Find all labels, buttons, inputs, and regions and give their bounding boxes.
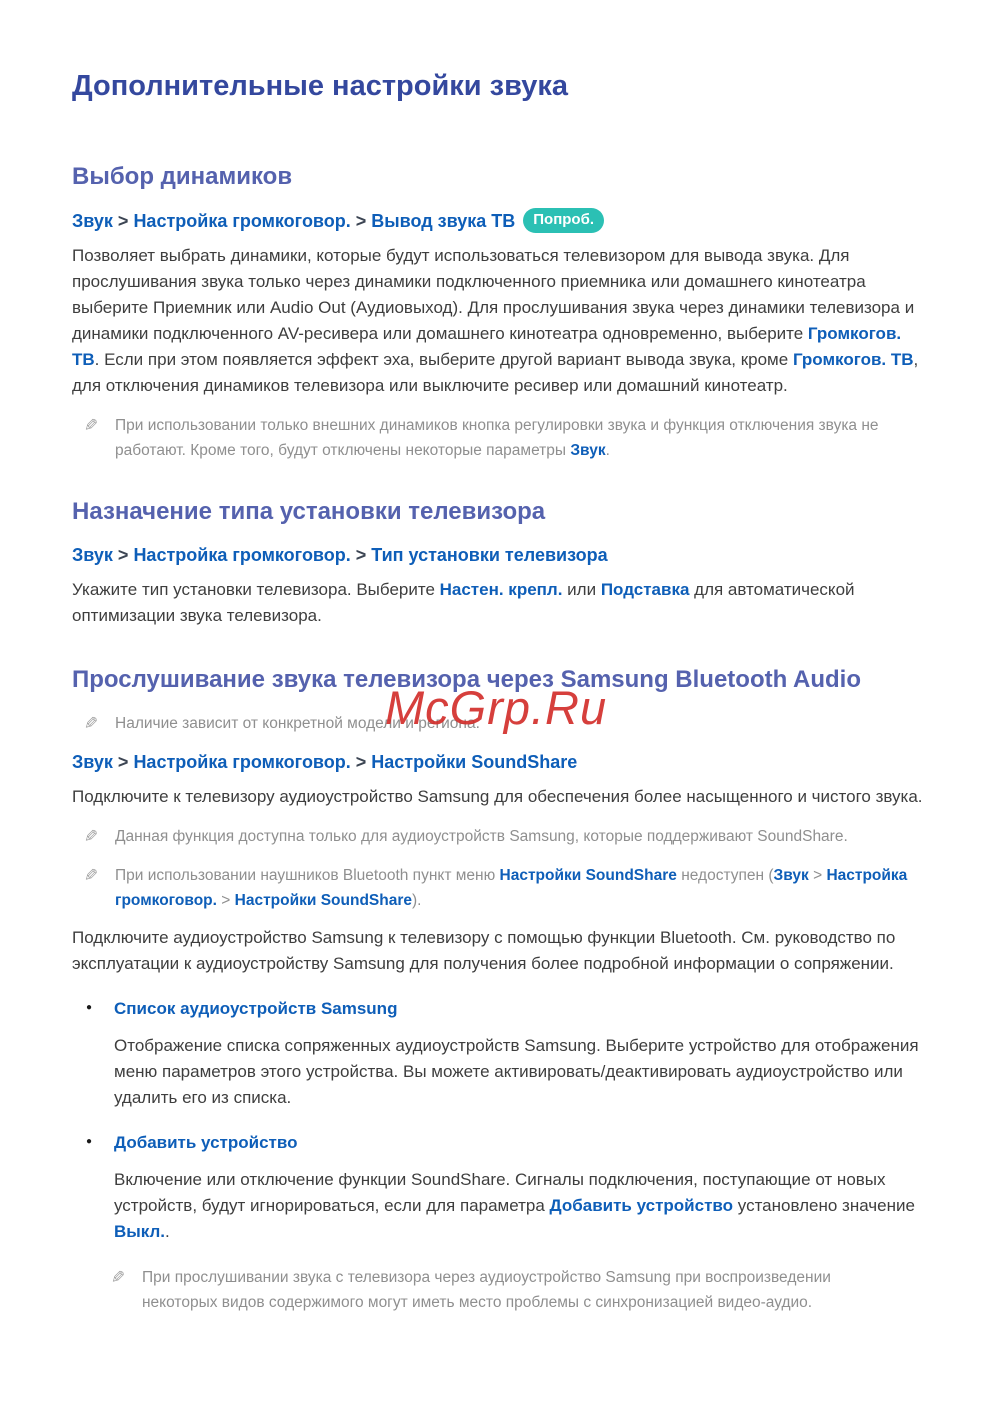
breadcrumb xyxy=(72,208,930,233)
note-text xyxy=(142,1265,907,1315)
breadcrumb-path xyxy=(72,543,608,567)
inline-menu-term: Звук xyxy=(773,867,809,884)
breadcrumb-separator: > xyxy=(350,210,372,231)
text-segment: или xyxy=(562,580,601,599)
text-segment: установлено значение xyxy=(733,1196,915,1215)
text-segment: для автоматической оптимизации звука телевизора. xyxy=(72,580,855,625)
breadcrumb-item: Настройки SoundShare xyxy=(371,752,578,772)
note xyxy=(80,863,930,913)
pencil-icon: ✎ xyxy=(83,827,99,846)
text-segment: > xyxy=(808,867,827,884)
inline-menu-term: Подставка xyxy=(600,580,690,599)
section-installation-type xyxy=(72,497,930,629)
breadcrumb-separator: > xyxy=(350,545,372,565)
text-segment: . Если при этом появляется эффект эха, выберите другой вариант вывода звука, кроме xyxy=(94,350,793,369)
inline-menu-term: Звук xyxy=(570,442,606,459)
text-segment: . xyxy=(605,442,610,459)
inline-menu-term: Добавить устройство xyxy=(549,1196,734,1215)
inline-menu-term: Настройки SoundShare xyxy=(499,867,677,884)
text-segment: Данная функция доступна только для аудиоустройств Samsung, которые поддерживают SoundShare. xyxy=(115,828,848,845)
text-segment: Позволяет выбрать динамики, которые будут использоваться телевизором для вывода звука. Для прослушивания звука только через динамики подключенного приемника или домашнего кинотеатра выберите Приемник или Audio Out (Аудиовыход). Для прослушивания звука через динамики телевизора и динамики подключенного AV-ресивера или домашнего кинотеатра одновременно, выберите xyxy=(72,246,915,343)
paragraph: Подключите к телевизору аудиоустройство Samsung для обеспечения более насыщенного и чистого звука. xyxy=(72,787,923,806)
note-text xyxy=(115,413,915,463)
try-now-badge: Попроб. xyxy=(523,208,604,233)
text-segment: Отображение списка сопряженных аудиоустройств Samsung. Выберите устройство для отображения меню параметров этого устройства. Вы можете активировать/деактивировать аудиоустройство или удалить его из списка. xyxy=(114,1036,919,1107)
breadcrumb xyxy=(72,543,930,567)
text-segment: При прослушивании звука с телевизора через аудиоустройство Samsung при воспроизведении некоторых видов содержимого могут иметь место проблемы с синхронизацией видео-аудио. xyxy=(142,1269,831,1311)
breadcrumb-item: Настройка громкоговор. xyxy=(133,545,351,565)
section-speaker-selection xyxy=(72,162,930,463)
note-text xyxy=(115,863,915,913)
breadcrumb-item: Настройка громкоговор. xyxy=(133,210,351,231)
paragraph: Подключите аудиоустройство Samsung к телевизору с помощью функции Bluetooth. См. руководство по эксплуатации к аудиоустройству Samsung для получения более подробной информации о сопряжении. xyxy=(72,928,896,973)
breadcrumb-item: Вывод звука ТВ xyxy=(371,210,516,231)
breadcrumb-path xyxy=(72,750,577,774)
section-heading-installation-type: Назначение типа установки телевизора xyxy=(72,498,546,525)
note-text xyxy=(115,824,848,849)
inline-menu-term: Настройка громкоговор. xyxy=(115,867,908,909)
inline-menu-term: Настен. крепл. xyxy=(439,580,563,599)
breadcrumb-item: Звук xyxy=(72,545,113,565)
text-segment: . xyxy=(165,1222,170,1241)
paragraph xyxy=(72,577,930,629)
pencil-icon: ✎ xyxy=(83,866,99,885)
note-text xyxy=(115,711,480,736)
inline-menu-term: Громкогов. ТВ xyxy=(792,350,914,369)
list-item-add-device xyxy=(72,1131,930,1245)
menu-item-label: ● Список аудиоустройств Samsung xyxy=(114,999,398,1018)
breadcrumb-path xyxy=(72,209,515,233)
list-item-body xyxy=(114,1033,929,1111)
pencil-icon: ✎ xyxy=(110,1268,126,1287)
breadcrumb-item: Звук xyxy=(72,752,113,772)
list-item-body xyxy=(114,1167,929,1245)
text-segment: > xyxy=(216,892,235,909)
text-segment: При использовании только внешних динамиков кнопка регулировки звука и функция отключения звука не работают. Кроме того, будут отключены некоторые параметры xyxy=(115,417,879,459)
note xyxy=(80,824,930,849)
pencil-icon: ✎ xyxy=(83,416,99,435)
section-bluetooth-audio xyxy=(72,665,930,1315)
paragraph xyxy=(72,243,930,399)
pencil-icon: ✎ xyxy=(83,714,99,733)
page-title: Дополнительные настройки звука xyxy=(72,70,568,102)
note xyxy=(80,413,930,463)
text-segment: Включение или отключение функции SoundShare. Сигналы подключения, поступающие от новых устройств, будут игнорироваться, если для параметра xyxy=(114,1170,886,1215)
inline-menu-term: Выкл. xyxy=(114,1222,166,1241)
text-segment: , для отключения динамиков телевизора или выключите ресивер или домашний кинотеатр. xyxy=(72,350,919,395)
note xyxy=(107,1265,930,1315)
inline-menu-term: Настройки SoundShare xyxy=(234,892,413,909)
breadcrumb-item: Тип установки телевизора xyxy=(371,545,608,565)
watermark: McGrp.Ru xyxy=(385,681,608,734)
breadcrumb-item: Звук xyxy=(72,210,113,231)
section-heading-speaker-selection: Выбор динамиков xyxy=(72,163,293,190)
section-heading-bluetooth-audio: Прослушивание звука телевизора через Samsung Bluetooth Audio xyxy=(72,666,862,693)
text-segment: При использовании наушников Bluetooth пункт меню xyxy=(115,867,500,884)
text-segment: Укажите тип установки телевизора. Выберите xyxy=(72,580,440,599)
inline-menu-term: Громкогов. ТВ xyxy=(72,324,902,369)
text-segment: Наличие зависит от конкретной модели и региона. xyxy=(115,715,480,732)
note xyxy=(80,711,930,736)
text-segment: недоступен ( xyxy=(676,867,774,884)
menu-item-label: ● Добавить устройство xyxy=(114,1133,298,1152)
list-item-device-list xyxy=(72,997,930,1111)
breadcrumb-separator: > xyxy=(350,752,372,772)
breadcrumb-separator: > xyxy=(112,545,134,565)
breadcrumb xyxy=(72,750,930,774)
breadcrumb-separator: > xyxy=(112,752,134,772)
text-segment: ). xyxy=(412,892,422,909)
breadcrumb-item: Настройка громкоговор. xyxy=(133,752,351,772)
breadcrumb-separator: > xyxy=(112,210,134,231)
